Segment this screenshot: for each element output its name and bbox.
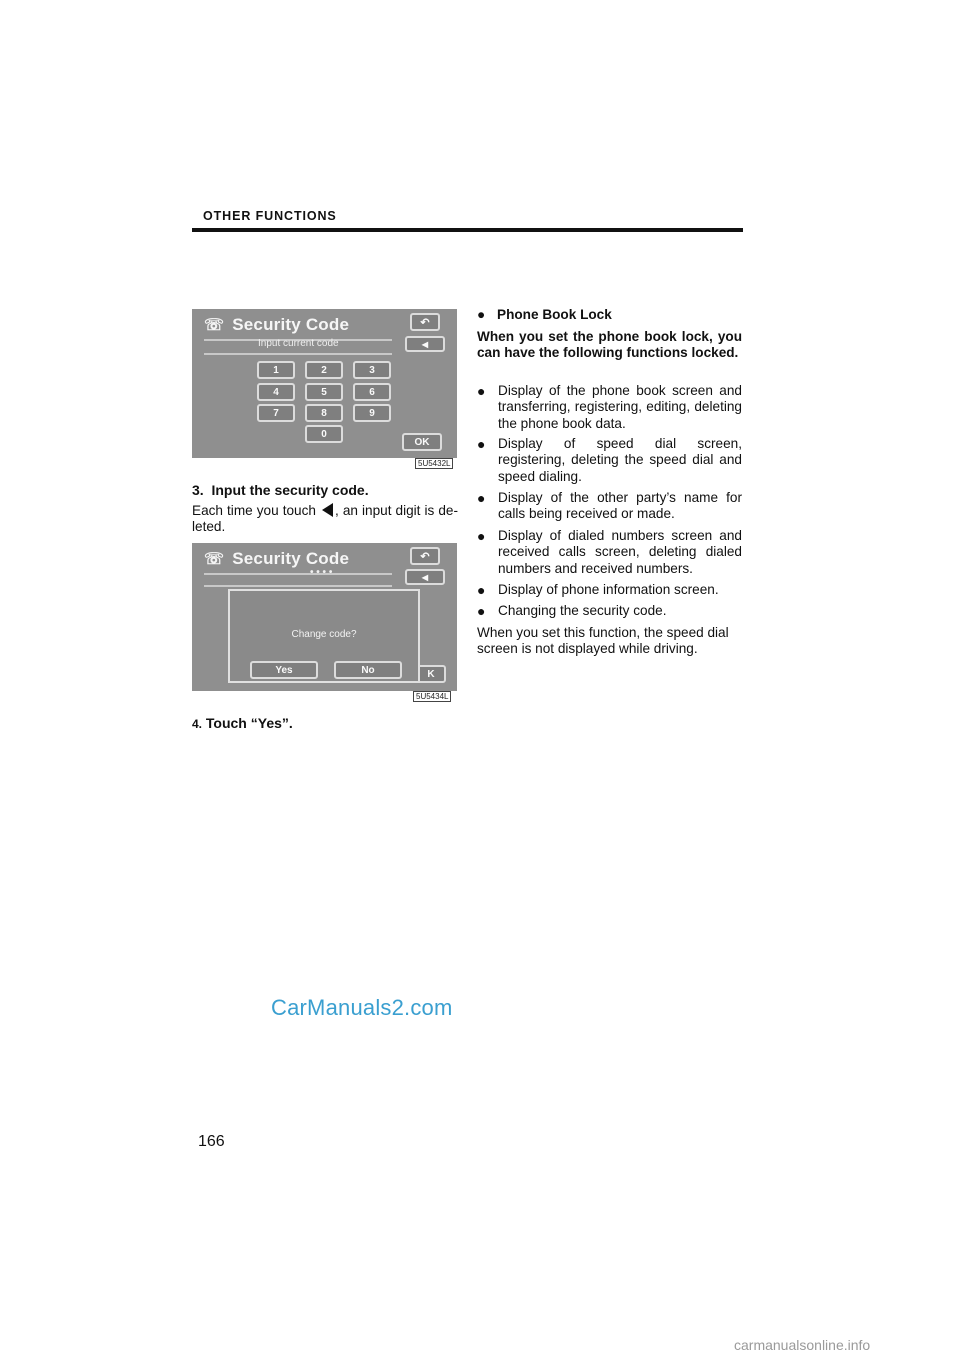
key-8[interactable]: 8	[305, 404, 343, 422]
bullet-icon: ●	[477, 603, 486, 619]
backspace-icon: ◀	[421, 339, 429, 349]
phone-book-lock-heading: ● Phone Book Lock	[477, 307, 612, 322]
confirm-dialog	[228, 589, 420, 683]
list-item: ● Display of phone information screen.	[477, 582, 719, 598]
list-item: ● Display of speed dial screen, registering, deleting the speed dial and speed dialing.	[477, 436, 742, 484]
dialog-message: Change code?	[291, 629, 357, 640]
return-icon: ↶	[420, 550, 430, 563]
list-item: ● Display of dialed numbers screen and received calls screen, deleting dialed numbers and received numbers.	[477, 528, 742, 576]
delete-arrow-icon	[322, 503, 333, 517]
no-button[interactable]: No	[334, 661, 402, 679]
key-1[interactable]: 1	[257, 361, 295, 379]
subtitle: Input current code	[258, 338, 339, 349]
delete-button[interactable]	[405, 569, 445, 585]
key-9[interactable]: 9	[353, 404, 391, 422]
bullet-icon: ●	[477, 582, 486, 598]
phone-book-lock-intro: When you set the phone book lock, you can have the following functions locked.	[477, 329, 742, 361]
step-3: 3. Input the security code.	[192, 482, 369, 498]
title-rule	[204, 573, 392, 575]
key-4[interactable]: 4	[257, 383, 295, 401]
yes-button[interactable]: Yes	[250, 661, 318, 679]
screenshot-change-code	[192, 543, 457, 691]
step-3-description: Each time you touch , an input digit is de- leted.	[192, 503, 458, 535]
return-icon: ↶	[420, 316, 430, 329]
key-7[interactable]: 7	[257, 404, 295, 422]
list-item: ● Display of the phone book screen and transferring, registering, editing, deleting the phone book data.	[477, 383, 742, 431]
watermark: CarManuals2.com	[271, 995, 453, 1020]
list-item: ● Display of the other party’s name for calls being received or made.	[477, 490, 742, 522]
key-0[interactable]: 0	[305, 425, 343, 443]
footer-watermark: carmanualsonline.info	[734, 1337, 871, 1353]
ok-button-behind: K	[416, 665, 446, 683]
phone-icon: ☏	[204, 551, 225, 568]
ok-button[interactable]: OK	[402, 433, 442, 451]
step-4: 4. Touch “Yes”.	[192, 715, 293, 731]
bullet-icon: ●	[477, 490, 486, 506]
back-button[interactable]	[410, 547, 440, 565]
figure-code: 5U5432L	[415, 458, 453, 469]
bullet-icon: ●	[477, 528, 486, 544]
section-title: OTHER FUNCTIONS	[203, 209, 337, 223]
bullet-icon: ●	[477, 383, 486, 399]
masked-code: • • • •	[310, 567, 333, 578]
bullet-icon: ●	[477, 307, 486, 322]
delete-button[interactable]	[405, 336, 445, 352]
page-number: 166	[198, 1133, 225, 1150]
screen-title: ☏ Security Code	[204, 315, 350, 334]
bullet-icon: ●	[477, 436, 486, 452]
subtitle-rule	[204, 585, 392, 587]
phone-book-lock-note: When you set this function, the speed dial screen is not displayed while driving.	[477, 625, 729, 657]
key-6[interactable]: 6	[353, 383, 391, 401]
key-3[interactable]: 3	[353, 361, 391, 379]
key-2[interactable]: 2	[305, 361, 343, 379]
backspace-icon: ◀	[421, 572, 429, 582]
back-button[interactable]	[410, 313, 440, 331]
key-5[interactable]: 5	[305, 383, 343, 401]
list-item: ● Changing the security code.	[477, 603, 667, 619]
screen-title: ☏ Security Code	[204, 549, 350, 568]
figure-code: 5U5434L	[413, 691, 451, 702]
phone-icon: ☏	[204, 317, 225, 334]
screenshot-security-keypad	[192, 309, 457, 458]
header-rule	[192, 228, 743, 232]
subtitle-rule	[204, 353, 392, 355]
